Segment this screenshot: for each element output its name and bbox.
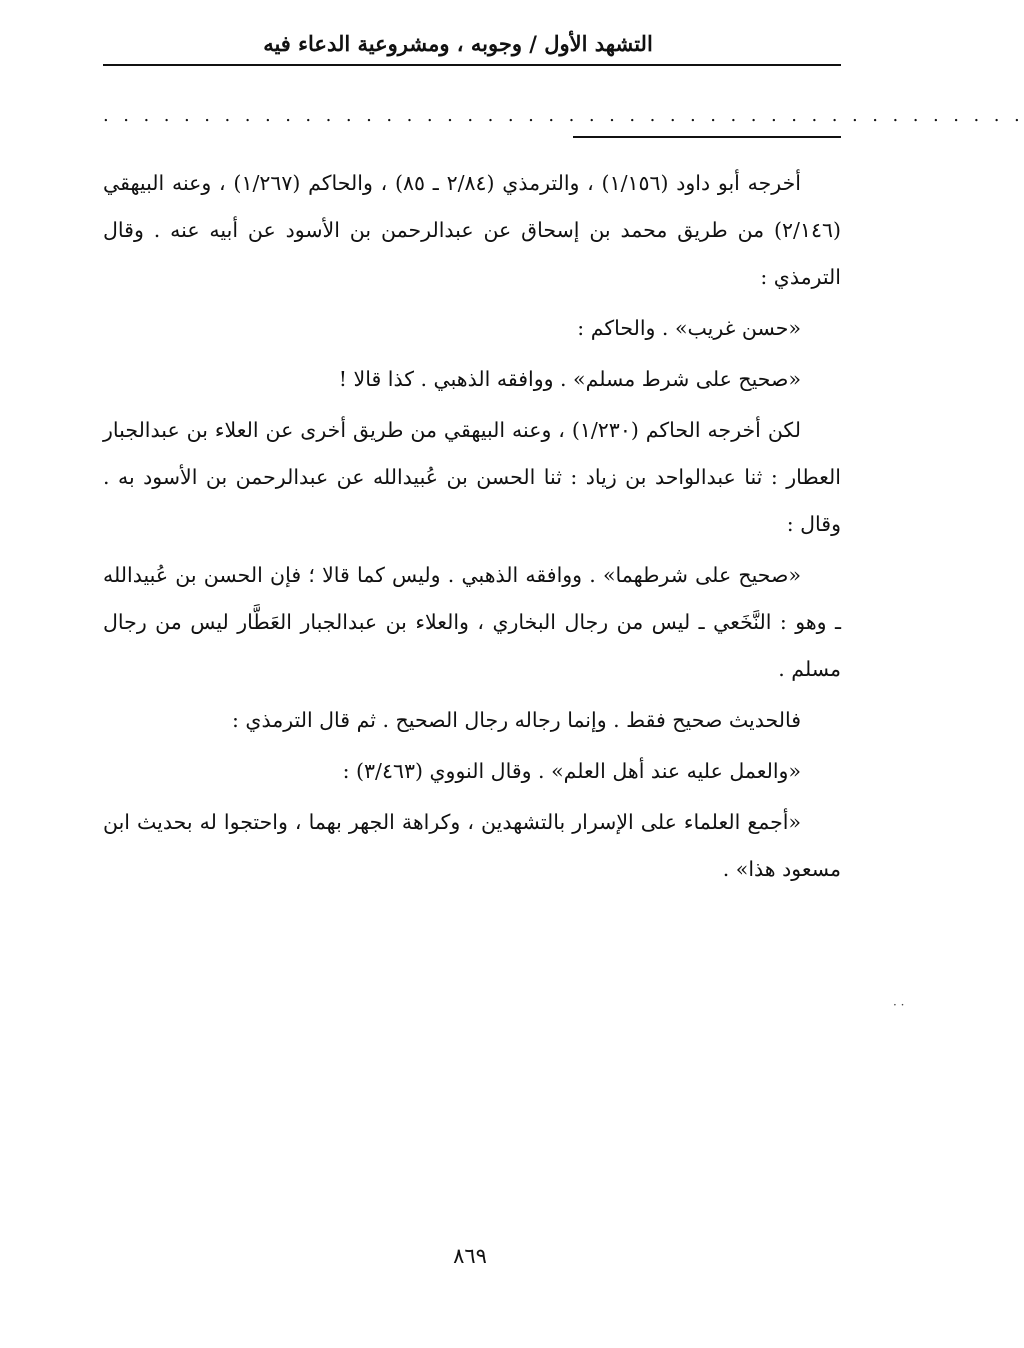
omission-dots: . . . . . . . . . . . . . . . . . . . . . . . . . . . . . . . . . . . . . . . . . . . . . . [103,105,1024,126]
page-number: ٨٦٩ [453,1244,487,1268]
paragraph-second-route: لكن أخرجه الحاكم (١/٢٣٠) ، وعنه البيهقي من طريق أخرى عن العلاء بن عبدالجبار العطار : ثنا عبدالواحد بن زياد : ثنا الحسن بن عُبيدالله عن عبدالرحمن بن الأسود به . وقال : [103,418,841,536]
paragraph-takhrij: أخرجه أبو داود (١/١٥٦) ، والترمذي (٢/٨٤ ـ ٨٥) ، والحاكم (١/٢٦٧) ، وعنه البيهقي (٢/١٤٦) من طريق محمد بن إسحاق عن عبدالرحمن بن الأسود عن أبيه عنه . وقال الترمذي : [103,171,841,289]
scan-specks: · · [893,998,905,1012]
main-text [103,160,841,897]
footnote-separator-rule [573,136,841,138]
paragraph-criticism: «صحيح على شرطهما» . ووافقه الذهبي . وليس كما قالا ؛ فإن الحسن بن عُبيدالله ـ وهو : النَّخَعي ـ ليس من رجال البخاري ، والعلاء بن عبدالجبار العَطَّار ليس من رجال مسلم . [103,563,841,681]
header-rule [103,64,841,66]
running-header-title: التشهد الأول / وجوبه ، ومشروعية الدعاء فيه [263,31,653,56]
paragraph-tirmidhi-quote: «حسن غريب» . والحاكم : [577,316,801,340]
paragraph-hakim-quote: «صحيح على شرط مسلم» . ووافقه الذهبي . كذا قالا ! [338,367,801,391]
paragraph-verdict: فالحديث صحيح فقط . وإنما رجاله رجال الصحيح . ثم قال الترمذي : [232,708,801,732]
paragraph-nawawi-quote: «أجمع العلماء على الإسرار بالتشهدين ، وكراهة الجهر بهما ، واحتجوا له بحديث ابن مسعود هذا» . [103,810,841,881]
paragraph-nawawi-intro: «والعمل عليه عند أهل العلم» . وقال النووي (٣/٤٦٣) : [342,759,801,783]
